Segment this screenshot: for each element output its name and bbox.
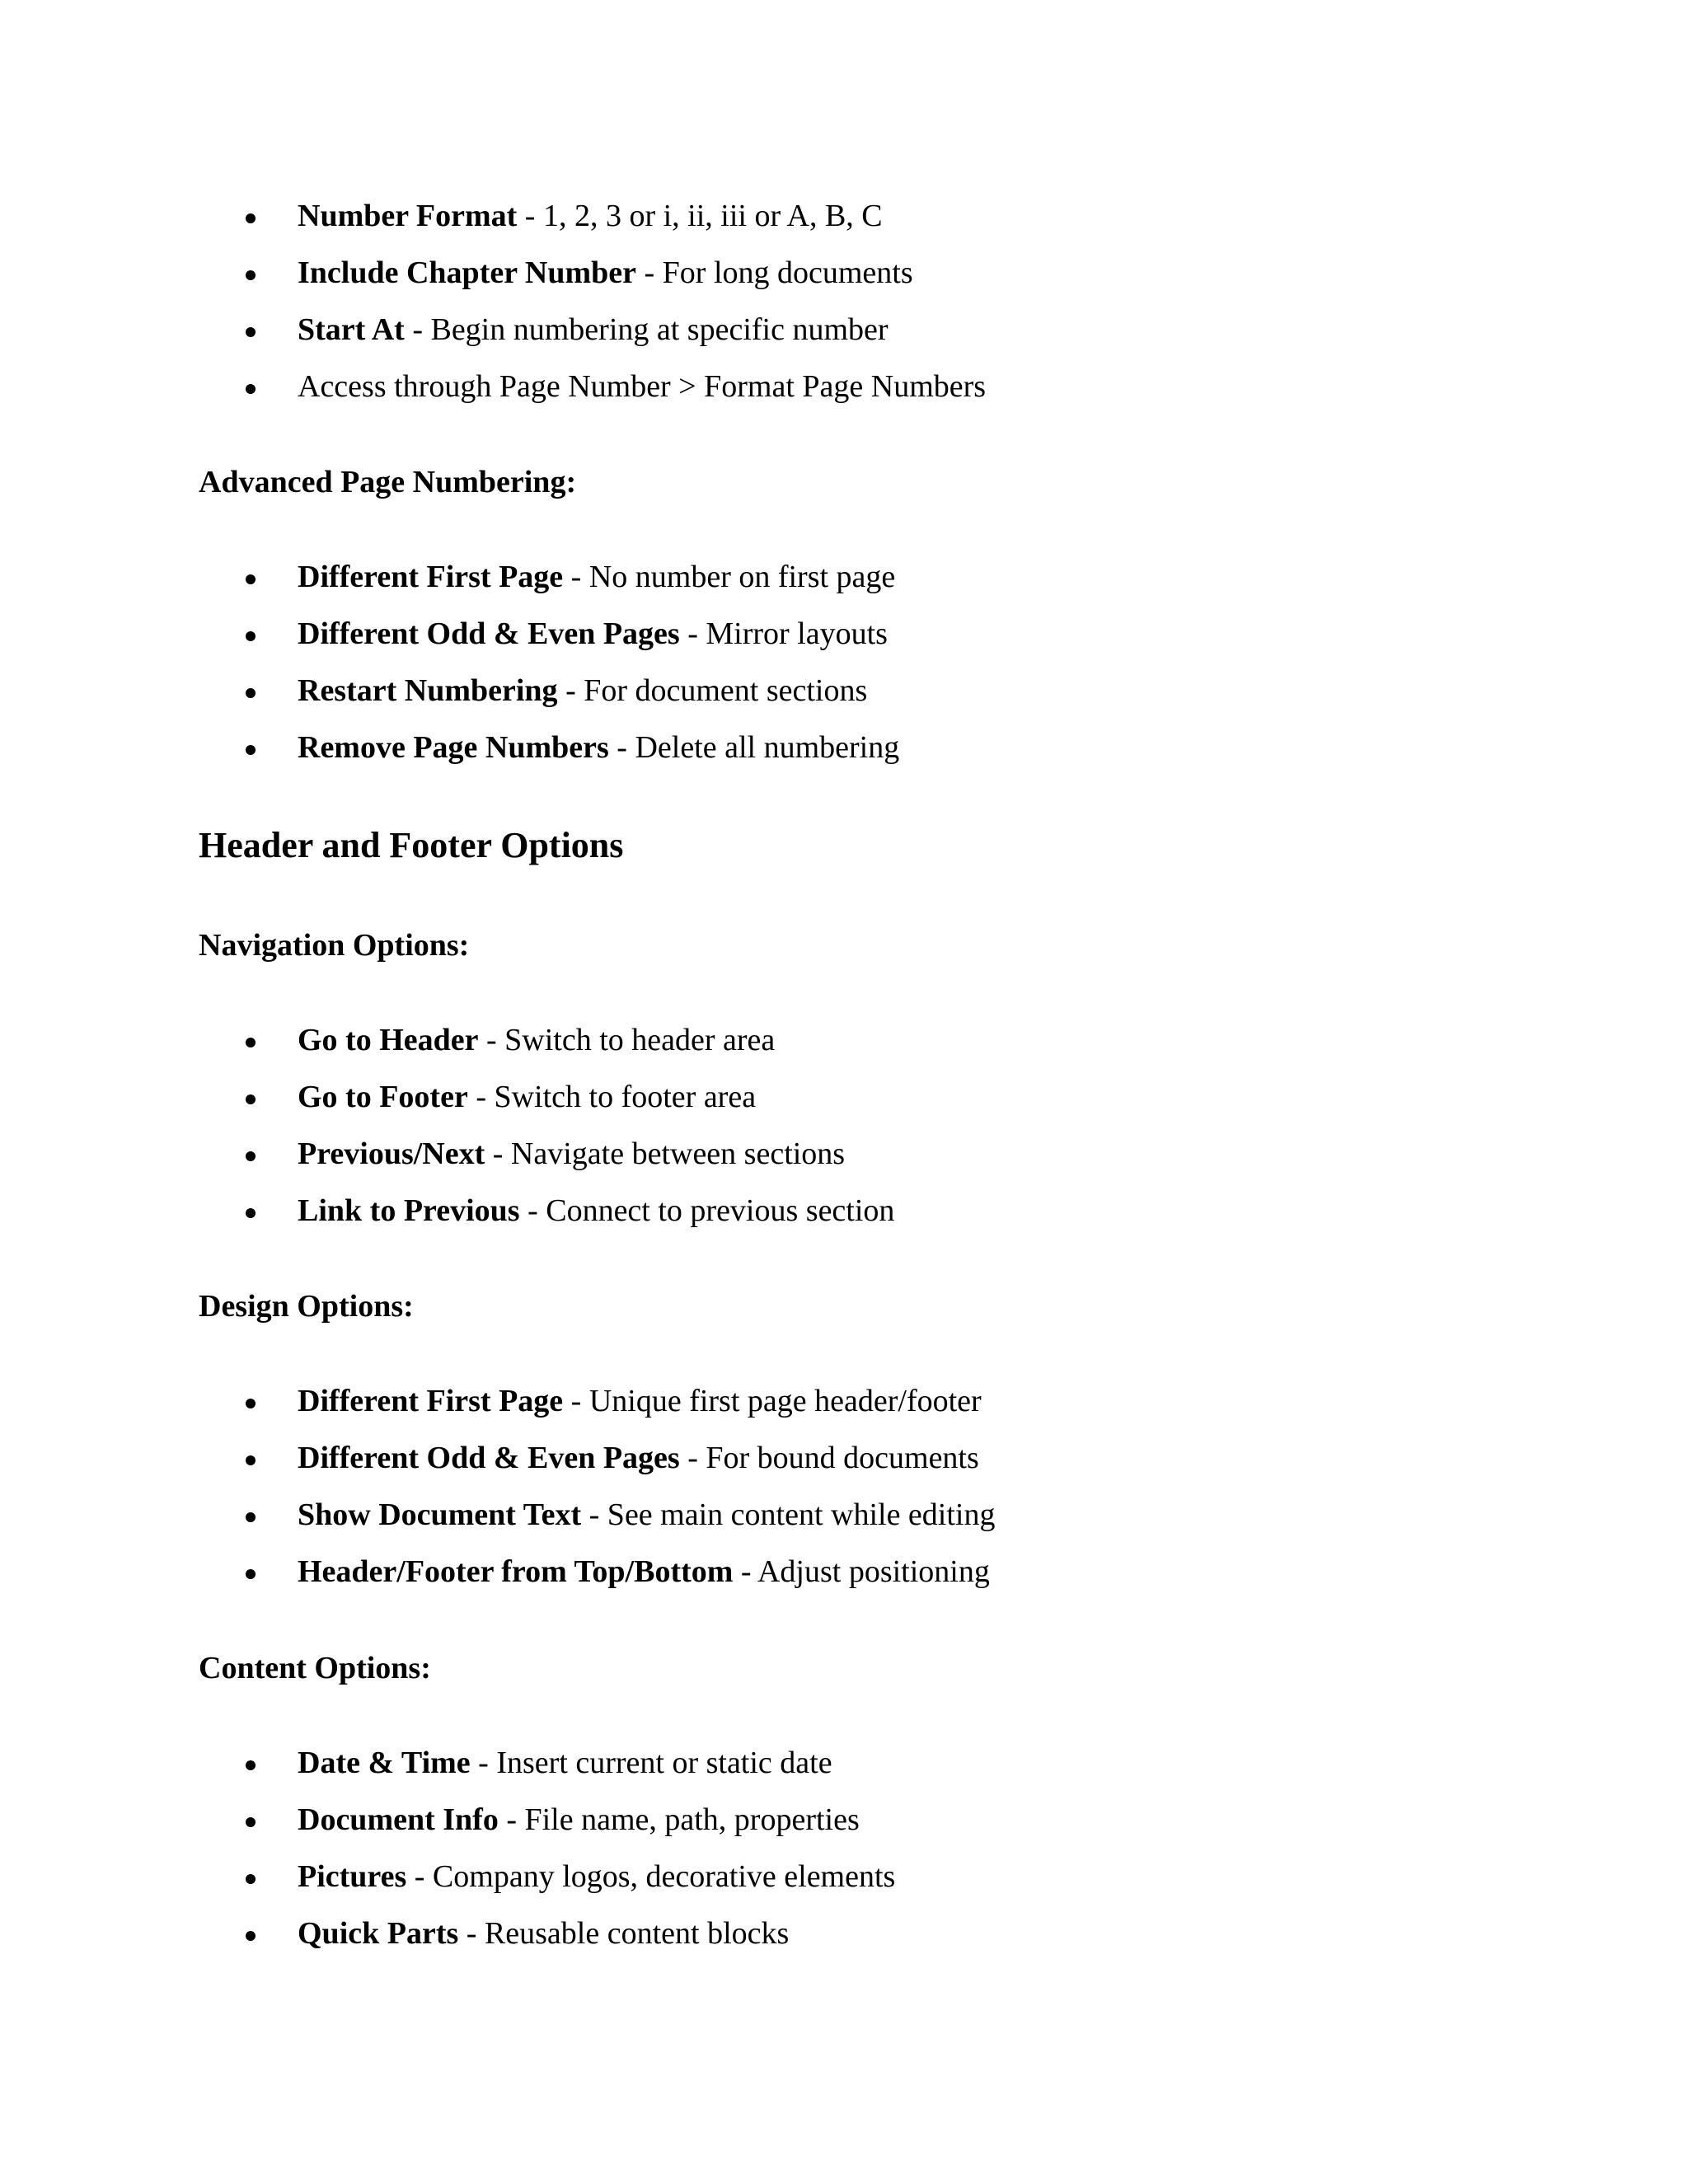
item-description: - Delete all numbering: [608, 730, 900, 765]
bullet-icon: [246, 1931, 256, 1941]
section-heading: Header and Footer Options: [199, 825, 624, 865]
bullet-icon: [246, 1569, 256, 1579]
item-description: - Mirror layouts: [679, 616, 888, 651]
item-term: Different First Page: [298, 1384, 564, 1418]
item-description: - No number on first page: [563, 560, 896, 594]
bullet-icon: [246, 1455, 256, 1465]
item-term: Go to Header: [298, 1023, 479, 1057]
bullet-icon: [246, 213, 256, 223]
item-description: - For long documents: [636, 255, 913, 290]
item-term: Pictures: [298, 1859, 407, 1894]
bullet-icon: [246, 1094, 256, 1104]
bullet-icon: [246, 1151, 256, 1161]
bullet-icon: [246, 1874, 256, 1884]
item-term: Document Info: [298, 1802, 499, 1837]
item-description: - Switch to header area: [478, 1023, 776, 1057]
item-term: Start At: [298, 312, 405, 347]
design-options-heading: Design Options:: [199, 1289, 414, 1324]
item-description: - Insert current or static date: [470, 1746, 832, 1780]
bullet-icon: [246, 1399, 256, 1408]
item-term: Include Chapter Number: [298, 255, 636, 290]
bullet-icon: [246, 574, 256, 584]
advanced-page-numbering-heading: Advanced Page Numbering:: [199, 465, 577, 499]
content-options-heading: Content Options:: [199, 1651, 431, 1685]
bullet-icon: [246, 1038, 256, 1047]
item-term: Show Document Text: [298, 1497, 582, 1532]
item-description: - Reusable content blocks: [458, 1916, 790, 1951]
item-term: Link to Previous: [298, 1193, 520, 1228]
navigation-options-heading: Navigation Options:: [199, 928, 470, 963]
bullet-icon: [246, 1817, 256, 1827]
item-description: Access through Page Number > Format Page Numbers: [298, 369, 987, 404]
item-term: Number Format: [298, 199, 518, 233]
item-term: Header/Footer from Top/Bottom: [298, 1554, 734, 1589]
item-term: Remove Page Numbers: [298, 730, 609, 765]
item-description: - Connect to previous section: [519, 1193, 895, 1228]
bullet-icon: [246, 1512, 256, 1522]
item-term: Go to Footer: [298, 1080, 468, 1114]
item-term: Different Odd & Even Pages: [298, 1441, 680, 1475]
bullet-icon: [246, 688, 256, 698]
item-description: - File name, path, properties: [498, 1802, 860, 1837]
bullet-icon: [246, 270, 256, 280]
bullet-icon: [246, 327, 256, 337]
bullet-icon: [246, 745, 256, 755]
item-term: Quick Parts: [298, 1916, 459, 1951]
bullet-icon: [246, 1760, 256, 1770]
item-term: Date & Time: [298, 1746, 471, 1780]
bullet-icon: [246, 631, 256, 641]
item-term: Different Odd & Even Pages: [298, 616, 680, 651]
item-description: - For document sections: [557, 673, 868, 708]
item-description: - 1, 2, 3 or i, ii, iii or A, B, C: [517, 199, 883, 233]
item-description: - Unique first page header/footer: [563, 1384, 982, 1418]
bullet-icon: [246, 384, 256, 394]
item-term: Previous/Next: [298, 1137, 485, 1171]
item-description: - Navigate between sections: [485, 1137, 846, 1171]
bullet-icon: [246, 1208, 256, 1218]
item-description: - Begin numbering at specific number: [404, 312, 889, 347]
item-description: - Adjust positioning: [733, 1554, 990, 1589]
item-term: Different First Page: [298, 560, 564, 594]
item-description: - Switch to footer area: [467, 1080, 757, 1114]
item-term: Restart Numbering: [298, 673, 558, 708]
item-description: - See main content while editing: [581, 1497, 996, 1532]
item-description: - For bound documents: [679, 1441, 979, 1475]
item-description: - Company logos, decorative elements: [406, 1859, 896, 1894]
